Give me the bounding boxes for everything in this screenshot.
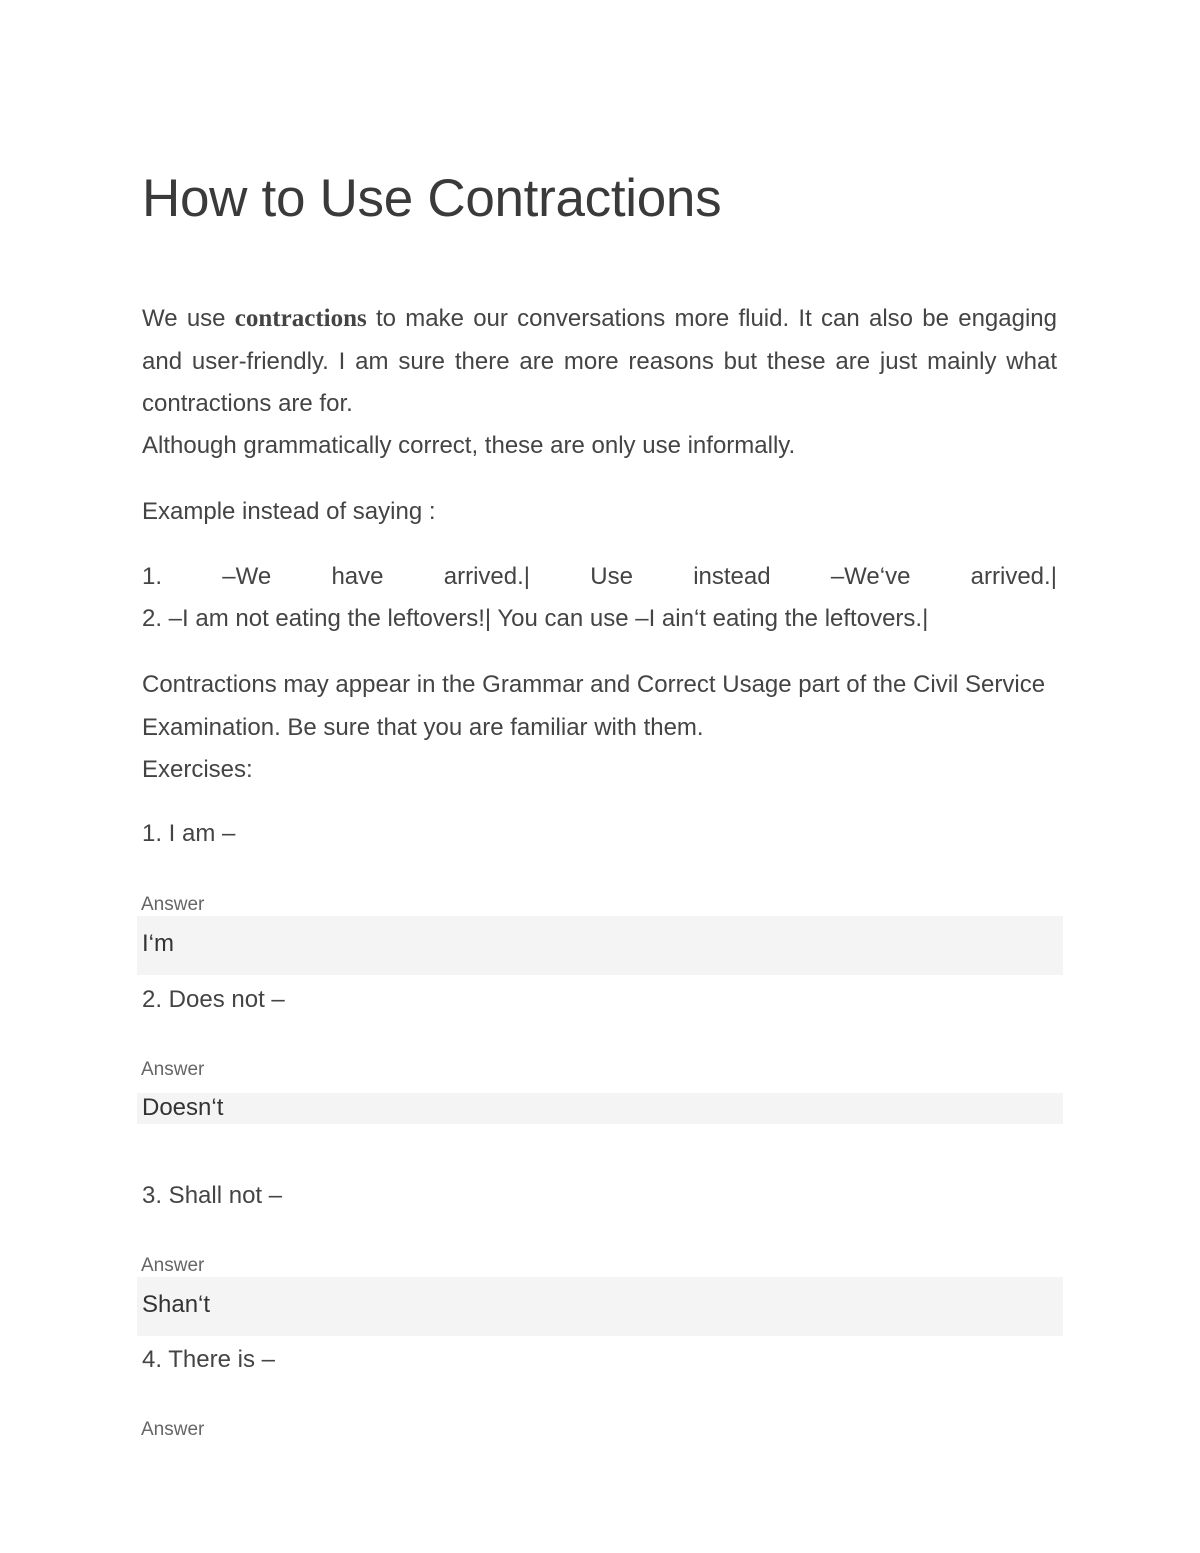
answer-text-2: Doesn‘t (142, 1094, 224, 1121)
answer-label-4: Answer (141, 1419, 205, 1440)
example-word: arrived.| (443, 563, 530, 590)
example-word: have (331, 563, 384, 590)
answer-text-1: I‘m (142, 930, 174, 957)
example-word: instead (693, 563, 771, 590)
answer-label-2: Answer (141, 1059, 205, 1080)
example-word: Use (590, 563, 633, 590)
answer-box-2 (137, 1093, 1063, 1124)
exam-note-paragraph: Contractions may appear in the Grammar and Correct Usage part of the Civil Service Examination. Be sure that you are familiar with them. (142, 671, 1046, 741)
exercise-prompt-2: 2. Does not – (142, 986, 285, 1013)
exercise-prompt-4: 4. There is – (142, 1346, 275, 1373)
exercises-label: Exercises: (142, 756, 253, 783)
exercise-prompt-1: 1. I am – (142, 820, 236, 847)
exercise-prompt-3: 3. Shall not – (142, 1182, 283, 1209)
example-word: 1. (142, 563, 163, 590)
intro-part-2: to make our conversations more fluid. It can also be engaging and user-friendly. I am sure there are more reasons but these are just mainly what contractions are for. (142, 305, 1057, 417)
example-word: –We (222, 563, 272, 590)
answer-text-3: Shan‘t (142, 1291, 211, 1318)
intro-paragraph (142, 298, 1057, 426)
page-title: How to Use Contractions (142, 169, 722, 228)
example-row-2: 2. –I am not eating the leftovers!| You can use –I ain‘t eating the leftovers.| (142, 605, 929, 632)
example-heading: Example instead of saying : (142, 498, 436, 525)
answer-box-1 (137, 916, 1063, 975)
example-word: –We‘ve (830, 563, 911, 590)
example-row-1 (142, 556, 1057, 598)
intro-informal-note: Although grammatically correct, these are only use informally. (142, 432, 796, 459)
answer-box-3 (137, 1277, 1063, 1336)
example-word: arrived.| (970, 563, 1057, 590)
intro-part-1: We use (142, 305, 235, 332)
intro-emphasis: contractions (234, 305, 367, 332)
answer-label-1: Answer (141, 894, 205, 915)
answer-label-3: Answer (141, 1255, 205, 1276)
